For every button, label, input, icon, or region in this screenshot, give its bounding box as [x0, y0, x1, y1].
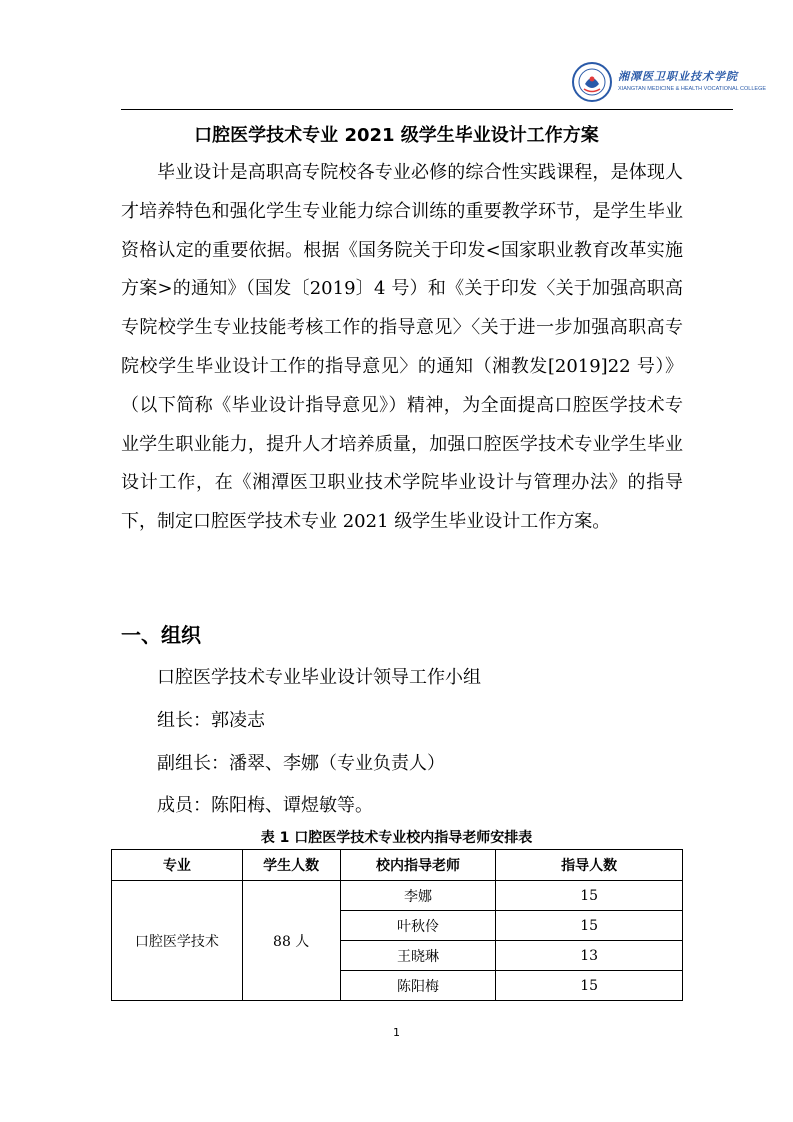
teacher-cell: 王晓琳 [340, 941, 496, 971]
header-students: 学生人数 [242, 850, 340, 881]
group-members: 成员：陈阳梅、谭煜敏等。 [157, 795, 373, 816]
count-cell: 13 [496, 941, 683, 971]
document-title: 口腔医学技术专业 2021 级学生毕业设计工作方案 [194, 125, 599, 146]
deputy-leaders: 副组长：潘翠、李娜（专业负责人） [157, 753, 445, 774]
teacher-cell: 叶秋伶 [340, 911, 496, 941]
logo-name: 湘潭医卫职业技术学院 [618, 70, 738, 83]
count-cell: 15 [496, 971, 683, 1001]
advisor-table [111, 849, 683, 1001]
major-cell: 口腔医学技术 [112, 881, 243, 1001]
header-major: 专业 [112, 850, 243, 881]
header-rule [121, 109, 733, 110]
teacher-cell: 陈阳梅 [340, 971, 496, 1001]
table-header-row [112, 850, 683, 881]
table-caption: 表 1 口腔医学技术专业校内指导老师安排表 [260, 830, 533, 846]
logo-subtitle: XIANGTAN MEDICINE & HEALTH VOCATIONAL COLLEGE [618, 86, 767, 92]
group-name: 口腔医学技术专业毕业设计领导工作小组 [157, 667, 481, 688]
count-cell: 15 [496, 911, 683, 941]
teacher-cell: 李娜 [340, 881, 496, 911]
header-teacher: 校内指导老师 [340, 850, 496, 881]
college-seal-icon [572, 62, 612, 102]
count-cell: 15 [496, 881, 683, 911]
college-logo [572, 62, 767, 106]
students-cell: 88 人 [242, 881, 340, 1001]
intro-paragraph: 毕业设计是高职高专院校各专业必修的综合性实践课程，是体现人才培养特色和强化学生专业能力综合训练的重要教学环节，是学生毕业资格认定的重要依据。根据《国务院关于印发<国家职业教育改革实施方案>的通知》（国发〔2019〕4 号）和《关于印发〈关于加强高职高专院校学生专业技能考核工作的指导意见〉〈关于进一步加强高职高专院校学生毕业设计工作的指导意见〉的通知（湘教发[2019]22 号）》（以下简称《毕业设计指导意见》）精神，为全面提高口腔医学技术专业学生职业能力，提升人才培养质量，加强口腔医学技术专业学生毕业设计工作，在《湘潭医卫职业技术学院毕业设计与管理办法》的指导下，制定口腔医学技术专业 2021 级学生毕业设计工作方案。 [121, 162, 683, 533]
table-row [112, 881, 683, 911]
page-number: 1 [393, 1026, 400, 1039]
group-leader: 组长：郭凌志 [157, 710, 265, 731]
section-heading: 一、组织 [121, 623, 201, 647]
header-count: 指导人数 [496, 850, 683, 881]
